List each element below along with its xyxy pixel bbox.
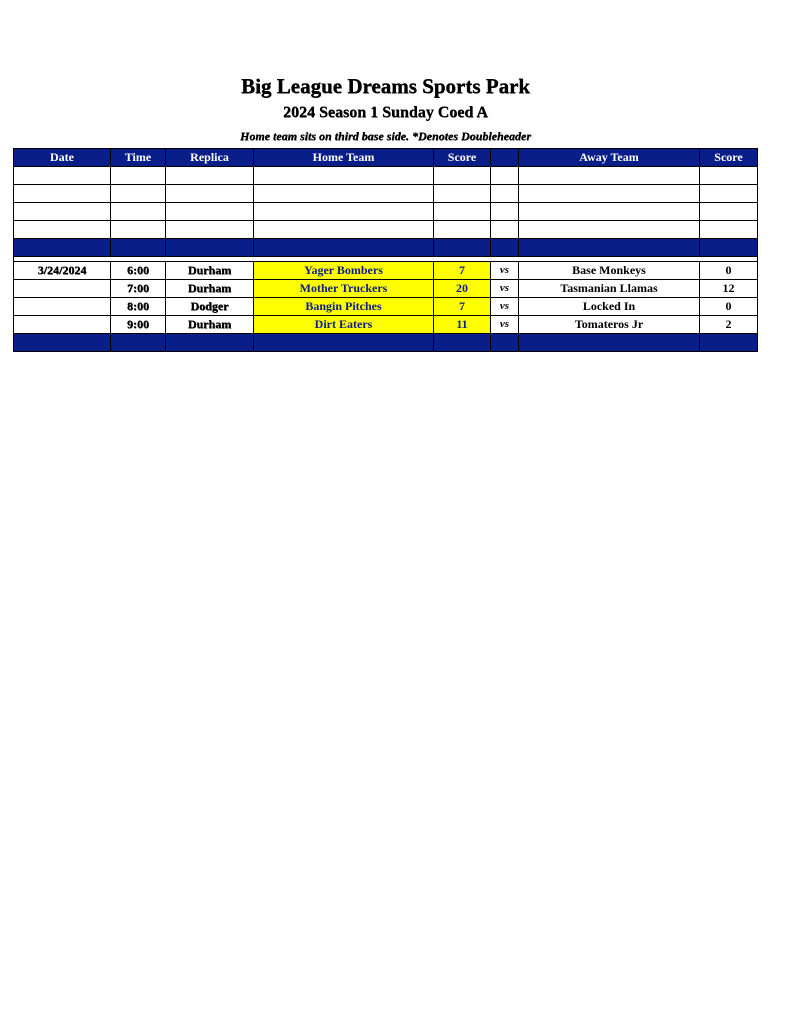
home-score: 7 [434, 298, 491, 316]
away-team: Locked In [519, 298, 700, 316]
home-score: 20 [434, 280, 491, 298]
column-header-vs [491, 149, 519, 167]
away-team: Tasmanian Llamas [519, 280, 700, 298]
empty-row [14, 203, 758, 221]
column-header-home-score: Score [434, 149, 491, 167]
season-subtitle: 2024 Season 1 Sunday Coed A [283, 104, 488, 121]
away-score: 12 [700, 280, 758, 298]
page-title: Big League Dreams Sports Park [241, 74, 530, 98]
column-header-time: Time [111, 149, 166, 167]
column-header-away-team: Away Team [519, 149, 700, 167]
away-team: Base Monkeys [519, 262, 700, 280]
game-time: 8:00 [111, 298, 166, 316]
home-team: Yager Bombers [254, 262, 434, 280]
column-header-away-score: Score [700, 149, 758, 167]
home-score: 11 [434, 316, 491, 334]
game-date [14, 316, 111, 334]
away-score: 2 [700, 316, 758, 334]
table-header-row [14, 149, 758, 167]
divider-bar [14, 239, 758, 257]
column-header-date: Date [14, 149, 111, 167]
versus-label: vs [491, 262, 519, 280]
game-time: 6:00 [111, 262, 166, 280]
column-header-home-team: Home Team [254, 149, 434, 167]
game-time: 7:00 [111, 280, 166, 298]
home-team: Bangin Pitches [254, 298, 434, 316]
column-header-replica: Replica [166, 149, 254, 167]
home-team: Dirt Eaters [254, 316, 434, 334]
game-replica: Durham [166, 262, 254, 280]
empty-row [14, 167, 758, 185]
game-replica: Dodger [166, 298, 254, 316]
table-row [14, 280, 758, 298]
away-team: Tomateros Jr [519, 316, 700, 334]
away-score: 0 [700, 298, 758, 316]
game-replica: Durham [166, 280, 254, 298]
divider-bar [14, 334, 758, 352]
game-time: 9:00 [111, 316, 166, 334]
away-score: 0 [700, 262, 758, 280]
table-row [14, 262, 758, 280]
game-date [14, 298, 111, 316]
empty-row [14, 221, 758, 239]
versus-label: vs [491, 298, 519, 316]
game-replica: Durham [166, 316, 254, 334]
empty-row [14, 185, 758, 203]
versus-label: vs [491, 280, 519, 298]
game-date: 3/24/2024 [14, 262, 111, 280]
table-row [14, 298, 758, 316]
versus-label: vs [491, 316, 519, 334]
home-team: Mother Truckers [254, 280, 434, 298]
schedule-note: Home team sits on third base side. *Denotes Doubleheader [240, 129, 531, 143]
table-row [14, 316, 758, 334]
home-score: 7 [434, 262, 491, 280]
schedule-table [13, 148, 758, 352]
game-date [14, 280, 111, 298]
